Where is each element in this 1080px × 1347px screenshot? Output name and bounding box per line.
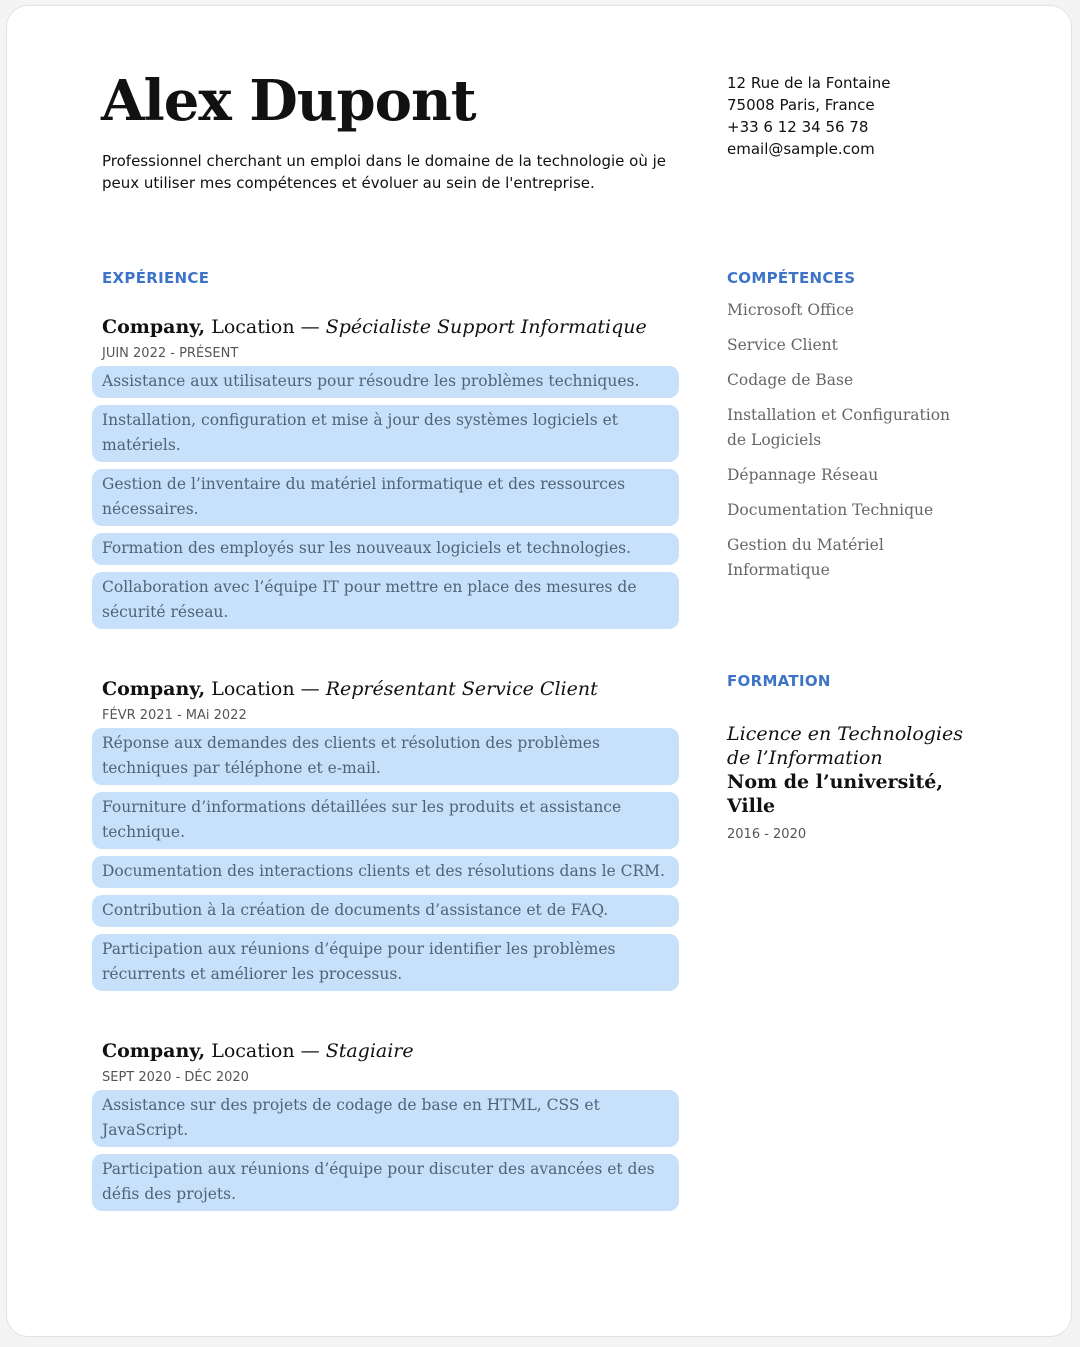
job-location: Location — [205, 678, 326, 700]
job-company: Company, [102, 1040, 206, 1062]
job-bullet: Assistance sur des projets de codage de base en HTML, CSS et JavaScript. [92, 1090, 679, 1147]
skill-item: Documentation Technique [727, 501, 934, 519]
contact-address: 12 Rue de la Fontaine [727, 74, 891, 92]
job-entry [92, 676, 679, 998]
education-entry [727, 722, 977, 844]
job-bullet: Gestion de l’inventaire du matériel informatique et des ressources nécessaires. [92, 469, 679, 526]
job-bullet: Assistance aux utilisateurs pour résoudre les problèmes techniques. [92, 366, 679, 398]
contact-phone: +33 6 12 34 56 78 [727, 118, 869, 136]
job-header [102, 314, 679, 340]
job-bullet: Participation aux réunions d’équipe pour discuter des avancées et des défis des projets. [92, 1154, 679, 1211]
skills-list [727, 298, 967, 593]
job-entry [92, 314, 679, 636]
job-entry [92, 1038, 679, 1218]
contact-city: 75008 Paris, France [727, 96, 875, 114]
job-role: Représentant Service Client [325, 678, 598, 700]
skill-item: Microsoft Office [727, 301, 854, 319]
job-bullet: Installation, configuration et mise à jour des systèmes logiciels et matériels. [92, 405, 679, 462]
job-company: Company, [102, 678, 206, 700]
job-dates: JUIN 2022 - PRÉSENT [102, 346, 239, 361]
education-degree: Licence en Technologies de l’Information [727, 723, 964, 769]
resume-page [6, 5, 1072, 1337]
contact-email: email@sample.com [727, 140, 875, 158]
job-bullet: Formation des employés sur les nouveaux logiciels et technologies. [92, 533, 679, 565]
contact-block [727, 72, 891, 160]
job-role: Stagiaire [325, 1040, 414, 1062]
skill-item: Service Client [727, 336, 838, 354]
skill-item: Codage de Base [727, 371, 854, 389]
job-bullet: Contribution à la création de documents d’assistance et de FAQ. [92, 895, 679, 927]
job-bullet: Participation aux réunions d’équipe pour identifier les problèmes récurrents et améliorer les processus. [92, 934, 679, 991]
job-header [102, 676, 679, 702]
education-city: Ville [727, 795, 776, 817]
job-bullet: Fourniture d’informations détaillées sur les produits et assistance technique. [92, 792, 679, 849]
job-bullet: Réponse aux demandes des clients et résolution des problèmes techniques par téléphone et e-mail. [92, 728, 679, 785]
job-header [102, 1038, 679, 1064]
job-location: Location — [205, 316, 326, 338]
education-heading: FORMATION [727, 672, 831, 690]
education-school: Nom de l’université, [727, 771, 943, 793]
job-bullet: Collaboration avec l’équipe IT pour mettre en place des mesures de sécurité réseau. [92, 572, 679, 629]
experience-heading: EXPÉRIENCE [102, 269, 210, 287]
skill-item: Dépannage Réseau [727, 466, 879, 484]
job-company: Company, [102, 316, 206, 338]
skill-item: Installation et Configuration de Logiciels [727, 406, 951, 449]
job-bullet: Documentation des interactions clients et des résolutions dans le CRM. [92, 856, 679, 888]
skill-item: Gestion du Matériel Informatique [727, 536, 884, 579]
job-dates: FÉVR 2021 - MAi 2022 [102, 708, 247, 723]
job-location: Location — [205, 1040, 326, 1062]
job-dates: SEPT 2020 - DÉC 2020 [102, 1070, 249, 1085]
skills-heading: COMPÉTENCES [727, 269, 856, 287]
education-years: 2016 - 2020 [727, 827, 807, 842]
candidate-name: Alex Dupont [101, 68, 476, 134]
job-role: Spécialiste Support Informatique [325, 316, 647, 338]
profile-summary: Professionnel cherchant un emploi dans le domaine de la technologie où je peux utiliser mes compétences et évoluer au sein de l'entreprise. [102, 152, 667, 192]
